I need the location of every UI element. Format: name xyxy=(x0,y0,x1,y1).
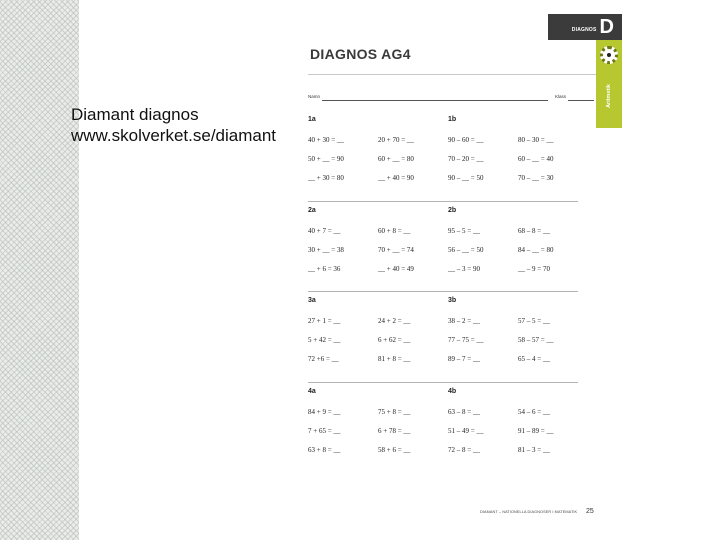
exercise-item: 90 – 60 = __ xyxy=(448,136,484,144)
diagnos-tab-label: DIAGNOS xyxy=(571,27,597,33)
exercise-item: 90 – __ = 50 xyxy=(448,174,484,182)
exercise-item: 38 – 2 = __ xyxy=(448,317,480,325)
exercise-item: 81 – 3 = __ xyxy=(518,446,550,454)
section-label: 2b xyxy=(448,207,457,214)
exercise-item: 63 – 8 = __ xyxy=(448,408,480,416)
exercise-item: 51 – 49 = __ xyxy=(448,427,484,435)
diagnos-tab-letter: D xyxy=(599,16,614,38)
section-label: 4a xyxy=(308,388,316,395)
exercise-item: 70 – 20 = __ xyxy=(448,155,484,163)
name-class-row xyxy=(308,94,594,102)
exercise-item: 60 – __ = 40 xyxy=(518,155,554,163)
class-label: Klass xyxy=(554,94,566,99)
exercise-item: __ – 3 = 90 xyxy=(448,265,480,273)
exercise-item: 24 + 2 = __ xyxy=(378,317,411,325)
exercise-item: __ + 40 = 90 xyxy=(378,174,414,182)
exercise-item: 80 – 30 = __ xyxy=(518,136,554,144)
exercise-item: 95 – 5 = __ xyxy=(448,227,480,235)
decorative-pattern-strip xyxy=(0,0,79,540)
exercise-item: 57 – 5 = __ xyxy=(518,317,550,325)
gear-icon xyxy=(600,46,618,64)
slide-title: Diamant diagnos xyxy=(71,105,199,124)
exercise-item: 75 + 8 = __ xyxy=(378,408,411,416)
slide-text-block xyxy=(71,104,286,146)
worksheet-title: DIAGNOS AG4 xyxy=(310,46,411,62)
exercise-item: 40 + 30 = __ xyxy=(308,136,344,144)
exercise-item: 65 – 4 = __ xyxy=(518,355,550,363)
section-label: 3a xyxy=(308,297,316,304)
exercise-item: 58 + 6 = __ xyxy=(378,446,411,454)
exercise-item: 5 + 42 = __ xyxy=(308,336,341,344)
exercise-item: __ + 6 = 36 xyxy=(308,265,341,273)
exercise-item: 72 – 8 = __ xyxy=(448,446,480,454)
section-label: 3b xyxy=(448,297,457,304)
exercise-item: 40 + 7 = __ xyxy=(308,227,341,235)
section-label: 1b xyxy=(448,116,457,123)
exercise-item: 81 + 8 = __ xyxy=(378,355,411,363)
exercise-item: 56 – __ = 50 xyxy=(448,246,484,254)
exercise-item: 84 – __ = 80 xyxy=(518,246,554,254)
exercise-item: 91 – 89 = __ xyxy=(518,427,554,435)
section-divider xyxy=(308,201,578,202)
exercise-item: 6 + 78 = __ xyxy=(378,427,411,435)
title-divider xyxy=(308,74,596,75)
exercise-item: 60 + 8 = __ xyxy=(378,227,411,235)
exercise-item: 58 – 57 = __ xyxy=(518,336,554,344)
section-divider xyxy=(308,382,578,383)
green-tab-label: Aritmetik xyxy=(606,84,612,108)
exercise-item: 89 – 7 = __ xyxy=(448,355,480,363)
exercise-item: 77 – 75 = __ xyxy=(448,336,484,344)
section-divider xyxy=(308,291,578,292)
diagnos-tab xyxy=(548,14,622,40)
slide-link[interactable]: www.skolverket.se/diamant xyxy=(71,126,277,145)
exercise-item: 50 + __ = 90 xyxy=(308,155,344,163)
page-footer: DIAMANT – NATIONELLA DIAGNOSER I MATEMATIK xyxy=(480,510,578,514)
exercise-item: 70 + __ = 74 xyxy=(378,246,414,254)
exercise-item: 84 + 9 = __ xyxy=(308,408,341,416)
exercise-item: 68 – 8 = __ xyxy=(518,227,550,235)
exercise-item: 6 + 62 = __ xyxy=(378,336,411,344)
exercise-item: 30 + __ = 38 xyxy=(308,246,344,254)
exercise-item: __ + 30 = 80 xyxy=(308,174,344,182)
name-label: Namn xyxy=(308,94,321,99)
section-label: 1a xyxy=(308,116,316,123)
exercise-item: 54 – 6 = __ xyxy=(518,408,550,416)
exercise-item: __ – 9 = 70 xyxy=(518,265,550,273)
exercise-item: 60 + __ = 80 xyxy=(378,155,414,163)
exercise-item: 72 +6 = __ xyxy=(308,355,339,363)
exercise-item: 7 + 65 = __ xyxy=(308,427,341,435)
page-number: 25 xyxy=(586,508,594,515)
exercise-item: 20 + 70 = __ xyxy=(378,136,414,144)
section-label: 4b xyxy=(448,388,457,395)
exercise-item: 27 + 1 = __ xyxy=(308,317,341,325)
exercise-item: 63 + 8 = __ xyxy=(308,446,341,454)
exercise-item: __ + 40 = 49 xyxy=(378,265,414,273)
section-label: 2a xyxy=(308,207,316,214)
class-line xyxy=(568,100,594,101)
name-line xyxy=(322,100,548,101)
diagnosis-worksheet-image xyxy=(296,0,628,540)
exercise-item: 70 – __ = 30 xyxy=(518,174,554,182)
